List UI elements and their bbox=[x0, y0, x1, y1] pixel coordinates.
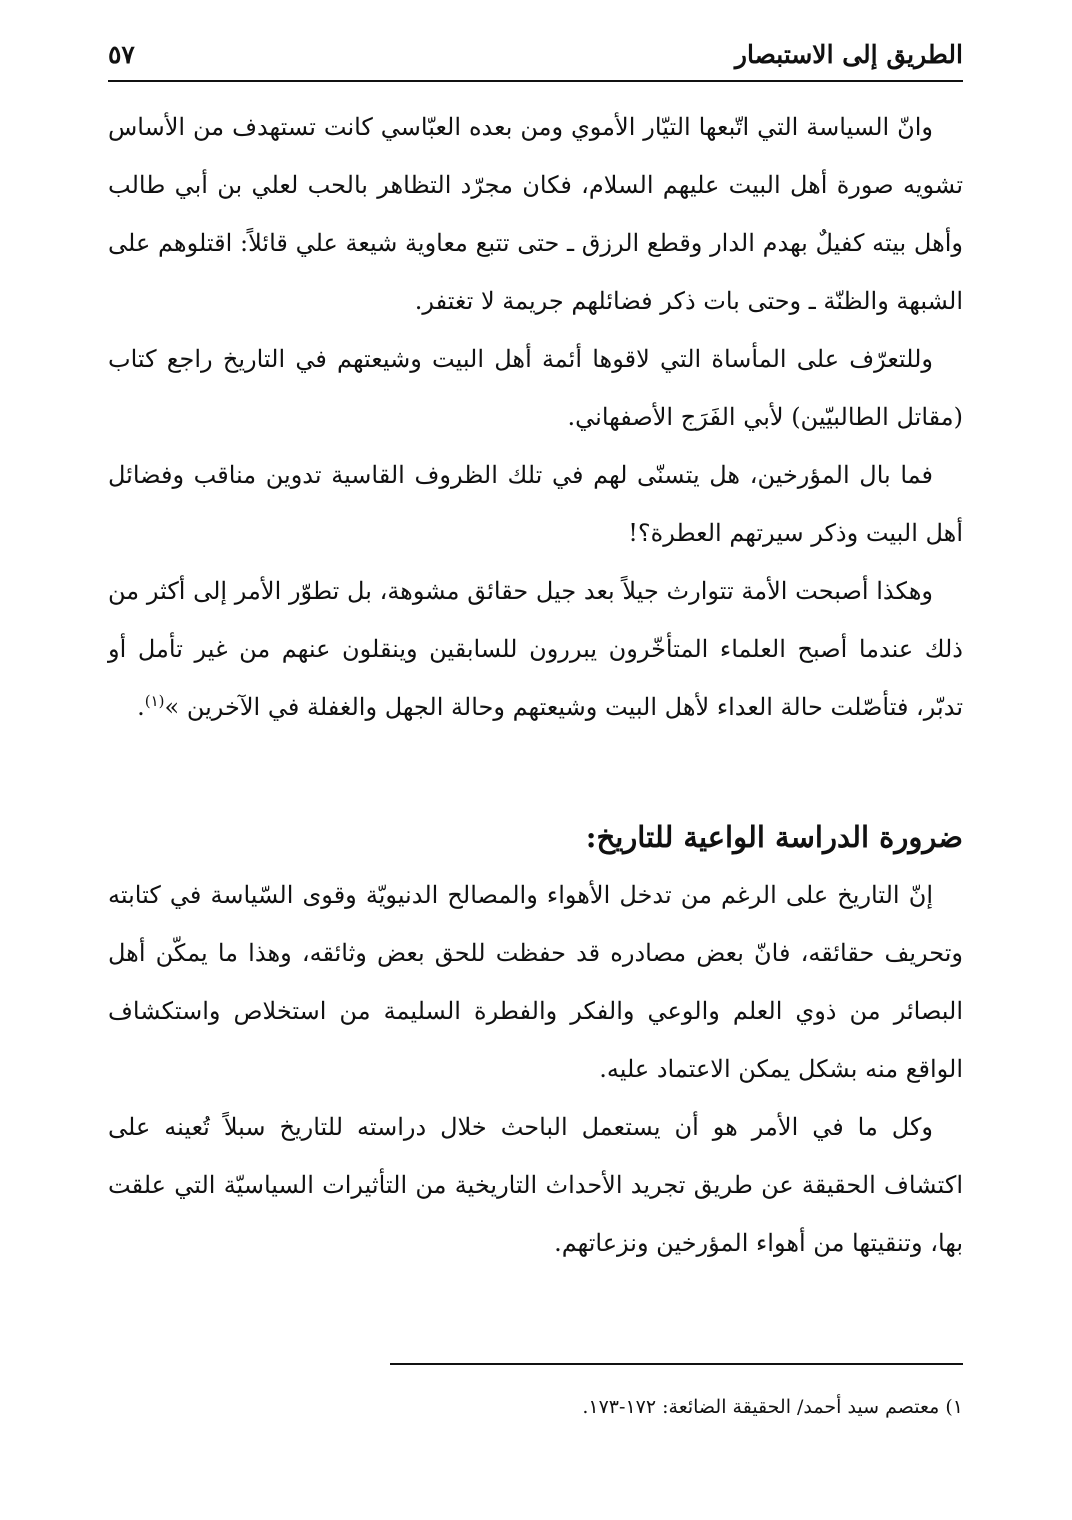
running-header bbox=[108, 36, 963, 80]
header-divider bbox=[108, 80, 963, 82]
section-heading: ضرورة الدراسة الواعية للتاريخ: bbox=[585, 820, 963, 854]
paragraph-1: وانّ السياسة التي اتّبعها التيّار الأموي ومن بعده العبّاسي كانت تستهدف من الأساس تشويه صورة أهل البيت عليهم السلام، فكان مجرّد التظاهر بالحب لعلي بن أبي طالب وأهل بيته كفيلٌ بهدم الدار وقطع الرزق ـ حتى تتبع معاوية شيعة علي قائلاً: اقتلوهم على الشبهة والظنّة ـ وحتى بات ذكر فضائلهم جريمة لا تغتفر. bbox=[108, 113, 963, 315]
section-paragraph-1: إنّ التاريخ على الرغم من تدخل الأهواء والمصالح الدنيويّة وقوى السّياسة في كتابته وتحريف حقائقه، فانّ بعض مصادره قد حفظت للحق بعض وثائقه، وهذا ما يمكّن أهل البصائر من ذوي العلم والوعي والفكر والفطرة السليمة من استخلاص واستكشاف الواقع منه بشكل يمكن الاعتماد عليه. bbox=[108, 881, 963, 1083]
paragraph-4-text: وهكذا أصبحت الأمة تتوارث جيلاً بعد جيل حقائق مشوهة، بل تطوّر الأمر إلى أكثر من ذلك عندما أصبح العلماء المتأخّرون يبررون للسابقين وينقلون عنهم من غير تأمل أو تدبّر، فتأصّلت حالة العداء لأهل البيت وشيعتهم وحالة الجهل والغفلة في الآخرين bbox=[108, 577, 963, 721]
main-text bbox=[108, 98, 963, 1272]
closing-quote: » bbox=[164, 693, 180, 721]
page-number: ٥٧ bbox=[108, 40, 135, 69]
section-paragraph-2: وكل ما في الأمر هو أن يستعمل الباحث خلال دراسته للتاريخ سبلاً تُعينه على اكتشاف الحقيقة عن طريق تجريد الأحداث التاريخية من التأثيرات السياسيّة التي علقت بها، وتنقيتها من أهواء المؤرخين ونزعاتهم. bbox=[108, 1113, 963, 1257]
running-title: الطريق إلى الاستبصار bbox=[734, 40, 963, 69]
paragraph-3: فما بال المؤرخين، هل يتسنّى لهم في تلك الظروف القاسية تدوين مناقب وفضائل أهل البيت وذكر سيرتهم العطرة؟! bbox=[108, 461, 963, 547]
paragraph-2: وللتعرّف على المأساة التي لاقوها أئمة أهل البيت وشيعتهم في التاريخ راجع كتاب (مقاتل الطالبيّين) لأبي الفَرَج الأصفهاني. bbox=[108, 345, 963, 431]
paragraph-4 bbox=[108, 562, 963, 736]
closing-period: . bbox=[137, 693, 145, 721]
footnote-reference[interactable]: (١) bbox=[144, 692, 165, 710]
footnote-divider bbox=[390, 1363, 963, 1365]
footnote: ١) معتصم سيد أحمد/ الحقيقة الضائعة: ١٧٢-١٧٣. bbox=[582, 1396, 963, 1418]
